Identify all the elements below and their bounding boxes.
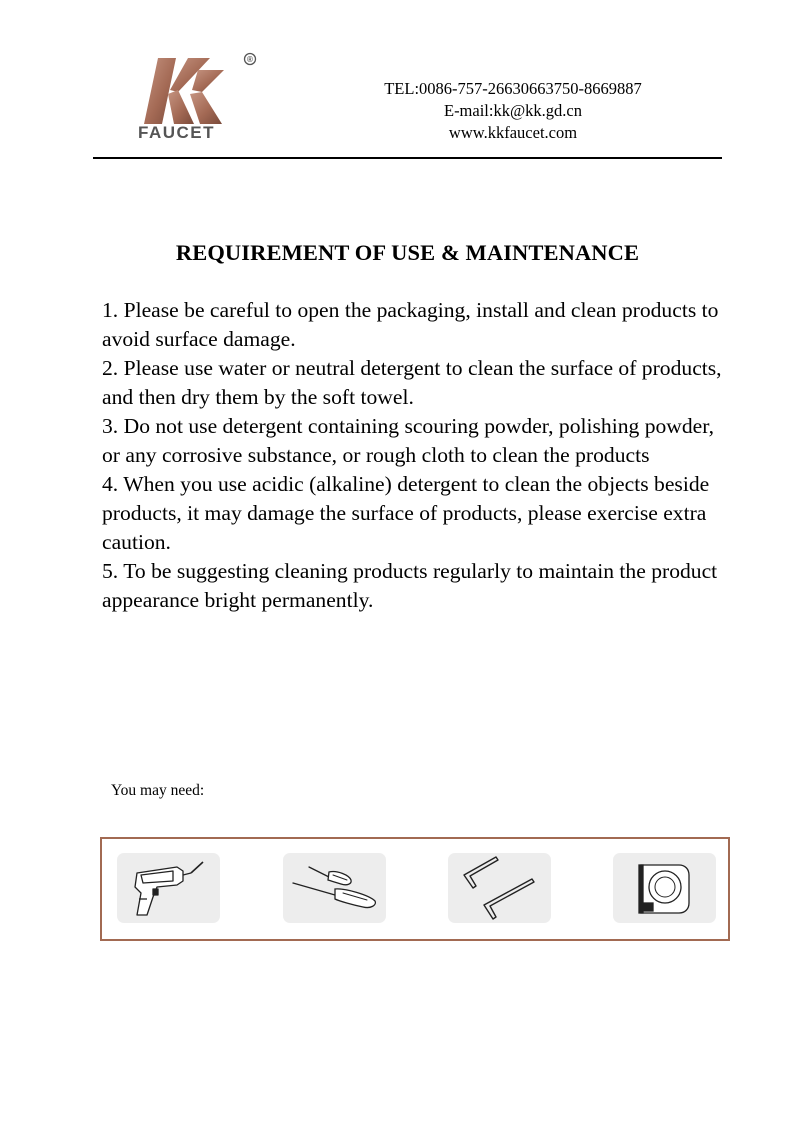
header-divider: [93, 157, 722, 159]
screwdrivers-icon: [283, 853, 386, 923]
contact-info: [356, 78, 670, 144]
registered-mark: ®: [247, 55, 253, 64]
electric-drill-icon: [117, 853, 220, 923]
requirement-item: 5. To be suggesting cleaning products regularly to maintain the product appearance bright permanently.: [102, 559, 718, 612]
document-title: REQUIREMENT OF USE & MAINTENANCE: [175, 240, 640, 265]
requirement-item: 2. Please use water or neutral detergent to clean the surface of products, and then dry them by the soft towel.: [102, 356, 722, 409]
tool-tile-tape-measure: [613, 853, 716, 923]
hex-keys-icon: [448, 853, 551, 923]
requirements-list: [102, 296, 724, 615]
company-logo: [132, 50, 264, 144]
tool-tile-drill: [117, 853, 220, 923]
tools-label: You may need:: [111, 782, 205, 799]
contact-phone: TEL:0086-757-26630663750-8669887: [384, 79, 642, 98]
requirement-item: 4. When you use acidic (alkaline) detergent to clean the objects beside products, it may damage the surface of products, please exercise extra caution.: [102, 472, 710, 554]
requirement-item: 3. Do not use detergent containing scouring powder, polishing powder, or any corrosive substance, or rough cloth to clean the products: [102, 414, 714, 467]
tool-tile-screwdrivers: [283, 853, 386, 923]
contact-website: www.kkfaucet.com: [448, 123, 578, 142]
contact-email: E-mail:kk@kk.gd.cn: [443, 101, 582, 120]
logo-brand-text: FAUCET: [138, 123, 215, 142]
tool-tile-hex-keys: [448, 853, 551, 923]
tape-measure-icon: [613, 853, 716, 923]
requirement-item: 1. Please be careful to open the packaging, install and clean products to avoid surface damage.: [102, 298, 719, 351]
tools-panel: [100, 837, 730, 941]
